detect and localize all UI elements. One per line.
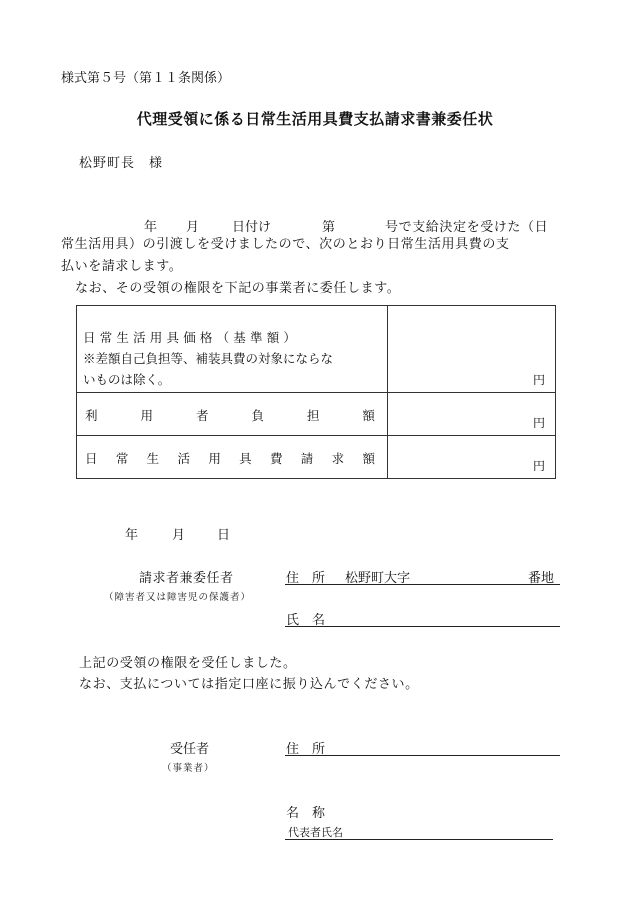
base-price-label: 日常生活用具価格（基準額） [83, 330, 301, 345]
table-row-base-price [77, 306, 556, 393]
form-number: 様式第５号（第１１条関係） [61, 71, 231, 86]
claim-amount-label: 日 常 生 活 用 具 費 請 求 額 [85, 451, 375, 466]
intro-line2: 常生活用具）の引渡しを受けましたので、次のとおり日常生活用具費の支 [61, 237, 510, 252]
base-price-label-cell [77, 306, 388, 393]
agent-rep-label: 代表者氏名 [288, 826, 343, 839]
acceptance-line1: 上記の受領の権限を受任しました。 [79, 656, 297, 671]
intro-line3: 払いを請求します。 [61, 259, 183, 274]
acceptance-line2: なお、支払については指定口座に振り込んでください。 [79, 677, 419, 692]
intro-month: 月 [186, 220, 200, 235]
yen-unit: 円 [532, 459, 545, 473]
user-burden-label-cell [77, 393, 388, 436]
agent-note: （事業者） [162, 763, 215, 774]
claimant-address-value: 松野町大字 [345, 571, 411, 586]
addressee: 松野町長 様 [79, 156, 164, 171]
intro-year: 年 [144, 220, 158, 235]
claimant-address-label: 住 所 [286, 571, 326, 586]
agent-label: 受任者 [170, 742, 210, 757]
intro-line4: なお、その受領の権限を下記の事業者に委任します。 [75, 281, 401, 296]
base-price-note-2: いものは除く。 [83, 372, 171, 387]
claimant-note: （障害者又は障害児の保護者） [104, 592, 252, 603]
agent-name-label: 名 称 [286, 806, 326, 821]
date-year: 年 [125, 528, 139, 543]
agent-address-underline[interactable] [285, 755, 560, 756]
base-price-value-cell[interactable] [388, 306, 556, 393]
agent-address-label: 住 所 [286, 742, 326, 757]
yen-unit: 円 [532, 373, 545, 387]
amounts-table [76, 305, 556, 479]
claimant-name-underline[interactable] [285, 626, 560, 627]
agent-rep-underline[interactable] [285, 839, 553, 840]
base-price-note-1: ※差額自己負担等、補装具費の対象にならな [83, 351, 334, 366]
intro-day-dated: 日付け [232, 220, 272, 235]
intro-dai: 第 [322, 220, 336, 235]
date-month: 月 [172, 528, 186, 543]
user-burden-value-cell[interactable] [388, 393, 556, 436]
yen-unit: 円 [532, 416, 545, 430]
claim-amount-label-cell [77, 436, 388, 479]
table-row-claim-amount [77, 436, 556, 479]
claimant-address-suffix: 番地 [528, 571, 555, 586]
table-row-user-burden [77, 393, 556, 436]
intro-line1-rest: 号で支給決定を受けた（日 [385, 220, 549, 235]
claimant-address-underline[interactable] [285, 584, 560, 585]
user-burden-label: 利 用 者 負 担 額 [85, 408, 375, 423]
claimant-label: 請求者兼委任者 [139, 571, 234, 586]
page-title: 代理受領に係る日常生活用具費支払請求書兼委任状 [136, 110, 494, 128]
claim-amount-value-cell[interactable] [388, 436, 556, 479]
claimant-name-label: 氏 名 [286, 613, 326, 628]
date-day: 日 [217, 528, 231, 543]
